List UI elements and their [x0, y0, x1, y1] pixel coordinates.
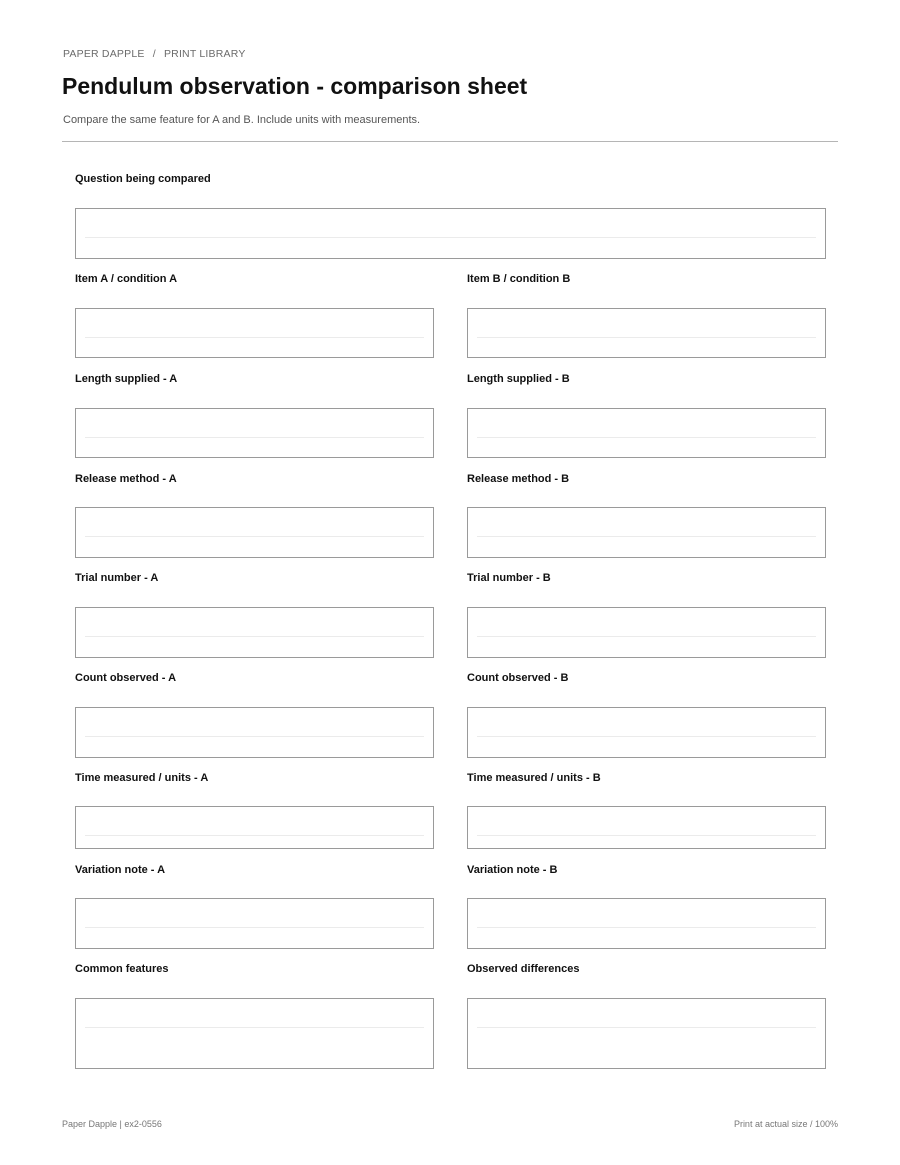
writing-guide-line — [477, 1027, 816, 1028]
trial-a-field[interactable] — [75, 607, 434, 658]
release-b-label: Release method - B — [467, 473, 570, 485]
length-b-field[interactable] — [467, 408, 826, 458]
writing-guide-line — [477, 736, 816, 737]
count-a-label: Count observed - A — [75, 672, 177, 684]
observed-differences-field[interactable] — [467, 998, 826, 1069]
writing-guide-line — [477, 835, 816, 836]
count-b-label: Count observed - B — [467, 672, 569, 684]
breadcrumb-item-library[interactable]: PRINT LIBRARY — [163, 48, 246, 60]
writing-guide-line — [85, 536, 424, 537]
trial-b-field[interactable] — [467, 607, 826, 658]
release-b-field[interactable] — [467, 507, 826, 558]
time-b-field[interactable] — [467, 806, 826, 849]
header-divider — [62, 141, 838, 142]
count-a-field[interactable] — [75, 707, 434, 758]
writing-guide-line — [477, 927, 816, 928]
variation-b-field[interactable] — [467, 898, 826, 949]
length-b-label: Length supplied - B — [467, 373, 570, 385]
breadcrumb-item-publisher[interactable]: PAPER DAPPLE — [63, 48, 145, 60]
writing-guide-line — [477, 437, 816, 438]
breadcrumb-separator: / — [152, 48, 156, 60]
writing-guide-line — [85, 636, 424, 637]
length-a-field[interactable] — [75, 408, 434, 458]
observed-differences-label: Observed differences — [467, 963, 580, 975]
writing-guide-line — [477, 337, 816, 338]
writing-guide-line — [85, 736, 424, 737]
release-a-field[interactable] — [75, 507, 434, 558]
writing-guide-line — [477, 636, 816, 637]
trial-a-label: Trial number - A — [75, 572, 159, 584]
page-subtitle: Compare the same feature for A and B. Include units with measurements. — [63, 114, 421, 126]
common-features-field[interactable] — [75, 998, 434, 1069]
trial-b-label: Trial number - B — [467, 572, 551, 584]
item-b-label: Item B / condition B — [467, 273, 571, 285]
release-a-label: Release method - A — [75, 473, 177, 485]
variation-a-label: Variation note - A — [75, 864, 166, 876]
time-a-field[interactable] — [75, 806, 434, 849]
time-b-label: Time measured / units - B — [467, 772, 601, 784]
variation-b-label: Variation note - B — [467, 864, 558, 876]
item-a-field[interactable] — [75, 308, 434, 358]
footer-print-note: Print at actual size / 100% — [733, 1119, 838, 1129]
writing-guide-line — [85, 337, 424, 338]
page-title: Pendulum observation - comparison sheet — [62, 73, 528, 99]
writing-guide-line — [85, 1027, 424, 1028]
common-features-label: Common features — [75, 963, 169, 975]
writing-guide-line — [85, 237, 816, 238]
writing-guide-line — [85, 437, 424, 438]
count-b-field[interactable] — [467, 707, 826, 758]
writing-guide-line — [477, 536, 816, 537]
writing-guide-line — [85, 927, 424, 928]
question-label: Question being compared — [75, 173, 211, 185]
question-field[interactable] — [75, 208, 826, 259]
length-a-label: Length supplied - A — [75, 373, 178, 385]
breadcrumb — [63, 48, 246, 60]
time-a-label: Time measured / units - A — [75, 772, 209, 784]
variation-a-field[interactable] — [75, 898, 434, 949]
footer-source: Paper Dapple | ex2-0556 — [62, 1119, 162, 1129]
item-a-label: Item A / condition A — [75, 273, 178, 285]
item-b-field[interactable] — [467, 308, 826, 358]
writing-guide-line — [85, 835, 424, 836]
